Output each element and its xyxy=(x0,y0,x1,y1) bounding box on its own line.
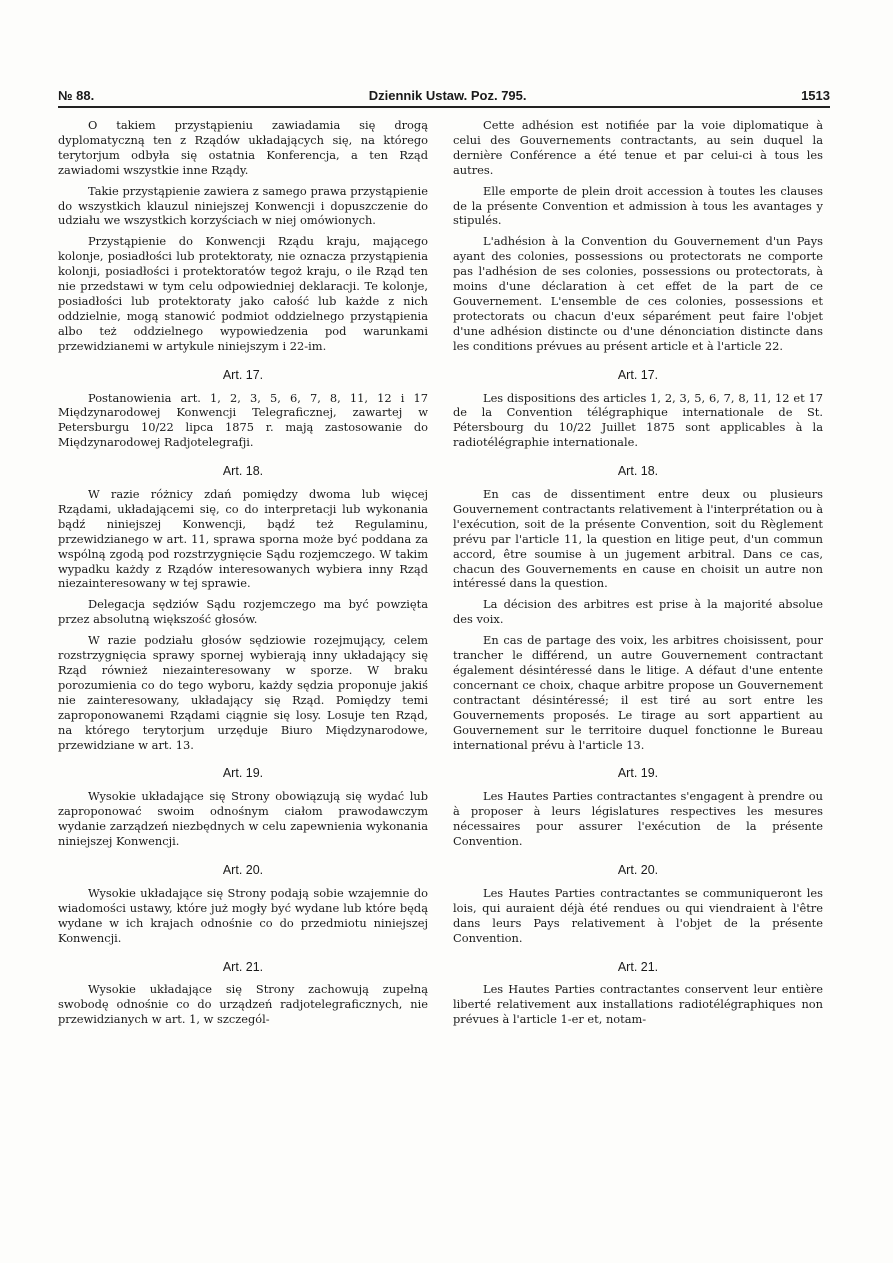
paragraph: Takie przystąpienie zawiera z samego prawa przystąpienie do wszystkich klauzul niniejszej Konwencji i dopuszczenie do udziału we wszystkich korzyściach w niej omówionych. xyxy=(58,183,428,228)
paragraph: Wysokie układające się Strony podają sobie wzajemnie do wiadomości ustawy, które już mogły być wydane lub które będą wydane w ich krajach odnośnie co do przedmiotu niniejszej Konwencji. xyxy=(58,885,428,945)
paragraph: W razie podziału głosów sędziowie rozejmujący, celem rozstrzygnięcia sprawy spornej wybierają inny układający się Rząd również niezainteresowany w sporze. W braku porozumienia co do tego wyboru, każdy sędzia proponuje jakiś nie zainteresowany, układający się Rząd. Pomiędzy temi zaproponowanemi Rządami ciągnie się losy. Losuje ten Rząd, na którego terytorjum urzęduje Biuro Międzynarodowe, przewidziane w art. 13. xyxy=(58,633,428,752)
paragraph: Przystąpienie do Konwencji Rządu kraju, mającego kolonje, posiadłości lub protektoraty, nie oznacza przystąpienia kolonji, posiadłości i protektoratów tegoż kraju, o ile Rząd ten nie przedstawi w tym celu odpowiedniej deklaracji. Te kolonje, posiadłości lub protektoraty jako całość lub każde z nich oddzielnie, mogą stanowić podmiot oddzielnego przystąpienia albo też oddzielnego wypowiedzenia pod warunkami przewidzianemi w artykule niniejszym i 22-im. xyxy=(58,234,428,353)
paragraph: Delegacja sędziów Sądu rozjemczego ma być powzięta przez absolutną większość głosów. xyxy=(58,597,428,627)
article-heading: Art. 18. xyxy=(222,464,264,479)
paragraph: Cette adhésion est notifiée par la voie diplomatique à celui des Gouvernements contractants, au sein duquel la dernière Conférence a été tenue et par celui-ci à tous les autres. xyxy=(453,118,823,177)
polish-column xyxy=(58,118,428,1033)
article-heading: Art. 19. xyxy=(617,766,659,781)
article-heading: Art. 17. xyxy=(617,367,659,382)
article-heading: Art. 21. xyxy=(222,959,264,974)
article-heading: Art. 20. xyxy=(222,862,264,877)
article-heading: Art. 19. xyxy=(222,766,264,781)
paragraph: La décision des arbitres est prise à la majorité absolue des voix. xyxy=(453,597,823,627)
article-heading: Art. 17. xyxy=(222,367,264,382)
article-heading: Art. 21. xyxy=(617,959,659,974)
paragraph: Wysokie układające się Strony obowiązują się wydać lub zaproponować swoim odnośnym ciałom prawodawczym wydanie zarządzeń niezbędnych w celu zapewnienia wykonania niniejszej Konwencji. xyxy=(58,789,428,849)
paragraph: Les Hautes Parties contractantes se communiqueront les lois, qui auraient déjà été rendues ou qui viendraient à l'être dans leurs Pays relativement à l'objet de la présente Convention. xyxy=(453,885,823,945)
journal-title: Dziennik Ustaw. Poz. 795. xyxy=(368,87,527,103)
paragraph: Postanowienia art. 1, 2, 3, 5, 6, 7, 8, 11, 12 i 17 Międzynarodowej Konwencji Telegraficznej, zawartej w Petersburgu 10/22 lipca 1875 r. mają zastosowanie do Międzynarodowej Radjotelegrafji. xyxy=(58,390,428,450)
header-rule xyxy=(58,106,830,108)
paragraph: Wysokie układające się Strony zachowują zupełną swobodę odnośnie co do urządzeń radjotelegraficznych, nie przewidzianych w art. 1, w szczegól- xyxy=(58,982,428,1027)
paragraph: O takiem przystąpieniu zawiadamia się drogą dyplomatyczną ten z Rządów układających się, na którego terytorjum odbyła się ostatnia Konferencja, a ten Rząd zawiadomi wszystkie inne Rządy. xyxy=(58,118,428,177)
page-number: 1513 xyxy=(801,87,830,103)
article-heading: Art. 18. xyxy=(617,464,659,479)
issue-number: № 88. xyxy=(58,87,95,103)
paragraph: Les dispositions des articles 1, 2, 3, 5, 6, 7, 8, 11, 12 et 17 de la Convention télégraphique internationale de St. Pétersbourg du 10/22 Juillet 1875 sont applicables à la radiotélégraphie internationale. xyxy=(453,390,823,450)
page-header xyxy=(58,84,830,106)
paragraph: Elle emporte de plein droit accession à toutes les clauses de la présente Convention et admission à tous les avantages y stipulés. xyxy=(453,183,823,228)
french-column xyxy=(453,118,823,1033)
paragraph: En cas de dissentiment entre deux ou plusieurs Gouvernement contractants relativement à l'interprétation ou à l'exécution, soit de la présente Convention, soit du Règlement prévu par l'article 11, la question en litige peut, d'un commun accord, être soumise à un jugement arbitral. Dans ce cas, chacun des Gouvernements en cause en choisit un autre non intéressé dans la question. xyxy=(453,487,823,591)
paragraph: Les Hautes Parties contractantes s'engagent à prendre ou à proposer à leurs législatures respectives les mesures nécessaires pour assurer l'exécution de la présente Convention. xyxy=(453,789,823,849)
paragraph: W razie różnicy zdań pomiędzy dwoma lub więcej Rządami, układającemi się, co do interpretacji lub wykonania bądź niniejszej Konwencji, bądź też Regulaminu, przewidzianego w art. 11, sprawa sporna może być poddana za wspólną zgodą pod rozstrzygnięcie Sądu rozjemczego. W takim wypadku każdy z Rządów interesowanych wybiera inny Rząd niezainteresowany w tej sprawie. xyxy=(58,487,428,591)
article-heading: Art. 20. xyxy=(617,862,659,877)
paragraph: En cas de partage des voix, les arbitres choisissent, pour trancher le différend, un autre Gouvernement contractant également désintéressé dans le litige. A défaut d'une entente concernant ce choix, chaque arbitre propose un Gouvernement contractant désintéressé; il est tiré au sort entre les Gouvernements proposés. Le tirage au sort appartient au Gouvernement sur le territoire duquel fonctionne le Bureau international prévu à l'article 13. xyxy=(453,633,823,752)
paragraph: Les Hautes Parties contractantes conservent leur entière liberté relativement aux installations radiotélégraphiques non prévues à l'article 1-er et, notam- xyxy=(453,982,823,1027)
paragraph: L'adhésion à la Convention du Gouvernement d'un Pays ayant des colonies, possessions ou protectorats ne comporte pas l'adhésion de ses colonies, possessions ou protectorats, à moins d'une déclaration à cet effet de la part de ce Gouvernement. L'ensemble de ces colonies, possessions et protectorats ou chacun d'eux séparément peut faire l'objet d'une adhésion distincte ou d'une dénonciation distincte dans les conditions prévues au présent article et à l'article 22. xyxy=(453,234,823,353)
